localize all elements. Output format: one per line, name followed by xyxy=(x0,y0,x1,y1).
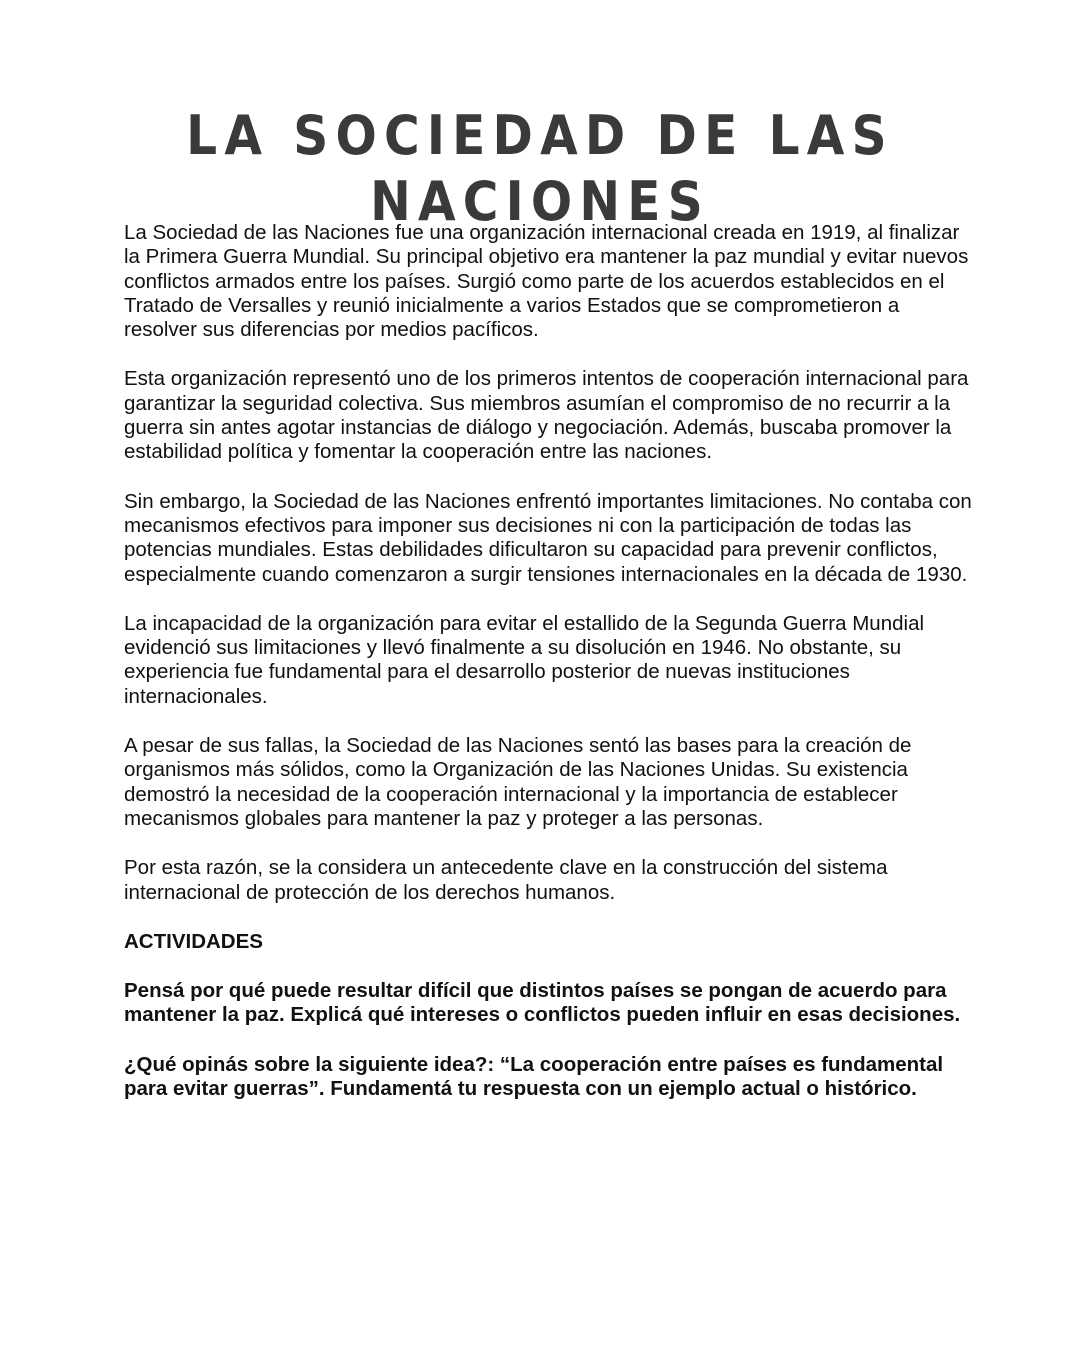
activity-2: ¿Qué opinás sobre la siguiente idea?: “La cooperación entre países es fundamental para evitar guerras”. Fundamentá tu respuesta con un ejemplo actual o histórico. xyxy=(124,1052,944,1101)
document-body xyxy=(124,221,974,1126)
paragraph-2: Esta organización representó uno de los primeros intentos de cooperación internacional para garantizar la seguridad colectiva. Sus miembros asumían el compromiso de no recurrir a la guerra sin antes agotar instancias de diálogo y negociación. Además, buscaba promover la estabilidad política y fomentar la cooperación entre las naciones. xyxy=(124,367,969,464)
activities-heading: ACTIVIDADES xyxy=(124,929,263,953)
paragraph-5: A pesar de sus fallas, la Sociedad de las Naciones sentó las bases para la creación de organismos más sólidos, como la Organización de las Naciones Unidas. Su existencia demostró la necesidad de la cooperación internacional y la importancia de establecer mecanismos globales para mantener la paz y proteger a las personas. xyxy=(124,734,912,830)
paragraph-4: La incapacidad de la organización para evitar el estallido de la Segunda Guerra Mundial evidenció sus limitaciones y llevó finalmente a su disolución en 1946. No obstante, su experiencia fue fundamental para el desarrollo posterior de nuevas instituciones internacionales. xyxy=(124,611,925,708)
page-title: LA SOCIEDAD DE LAS NACIONES xyxy=(186,104,894,233)
activity-1: Pensá por qué puede resultar difícil que distintos países se pongan de acuerdo para mantener la paz. Explicá qué intereses o conflictos pueden influir en esas decisiones. xyxy=(124,979,961,1027)
paragraph-3: Sin embargo, la Sociedad de las Naciones enfrentó importantes limitaciones. No contaba con mecanismos efectivos para imponer sus decisiones ni con la participación de todas las potencias mundiales. Estas debilidades dificultaron su capacidad para prevenir conflictos, especialmente cuando comenzaron a surgir tensiones internacionales en la década de 1930. xyxy=(124,489,972,586)
paragraph-1: La Sociedad de las Naciones fue una organización internacional creada en 1919, al finalizar la Primera Guerra Mundial. Su principal objetivo era mantener la paz mundial y evitar nuevos conflictos armados entre los países. Surgió como parte de los acuerdos establecidos en el Tratado de Versalles y reunió inicialmente a varios Estados que se comprometieron a resolver sus diferencias por medios pacíficos. xyxy=(124,221,969,342)
paragraph-6: Por esta razón, se la considera un antecedente clave en la construcción del sistema internacional de protección de los derechos humanos. xyxy=(124,856,888,904)
